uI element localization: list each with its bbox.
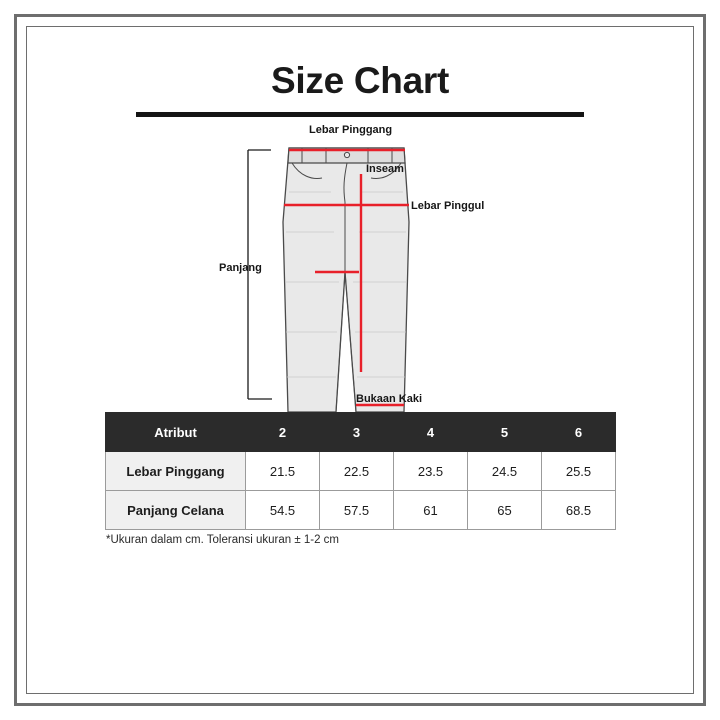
cell-length-6: 68.5 xyxy=(542,491,616,530)
cell-waist-4: 23.5 xyxy=(394,452,468,491)
header-size-6: 6 xyxy=(542,413,616,452)
size-table-body xyxy=(106,452,616,530)
title-divider xyxy=(136,112,584,117)
table-row xyxy=(106,452,616,491)
pants-measurement-diagram xyxy=(26,122,694,412)
row-label-waist: Lebar Pinggang xyxy=(106,452,246,491)
header-size-3: 3 xyxy=(320,413,394,452)
pants-shape xyxy=(283,148,409,412)
cell-length-2: 54.5 xyxy=(246,491,320,530)
table-row xyxy=(106,491,616,530)
header-size-2: 2 xyxy=(246,413,320,452)
length-bracket xyxy=(248,150,272,399)
label-length: Panjang xyxy=(219,262,262,274)
size-table-container xyxy=(105,412,615,530)
size-table xyxy=(105,412,616,530)
content-area xyxy=(26,26,694,694)
label-hip-width: Lebar Pinggul xyxy=(411,200,485,212)
label-waist-width: Lebar Pinggang xyxy=(309,124,393,136)
cell-waist-6: 25.5 xyxy=(542,452,616,491)
header-size-5: 5 xyxy=(468,413,542,452)
cell-waist-2: 21.5 xyxy=(246,452,320,491)
measurement-note: *Ukuran dalam cm. Toleransi ukuran ± 1-2 cm xyxy=(106,534,339,546)
cell-length-3: 57.5 xyxy=(320,491,394,530)
table-header-row xyxy=(106,413,616,452)
pants-illustration-svg xyxy=(26,122,694,412)
header-attribute: Atribut xyxy=(106,413,246,452)
cell-length-5: 65 xyxy=(468,491,542,530)
cell-waist-5: 24.5 xyxy=(468,452,542,491)
row-label-length: Panjang Celana xyxy=(106,491,246,530)
size-table-head xyxy=(106,413,616,452)
label-foot-opening: Bukaan Kaki xyxy=(356,393,423,405)
cell-waist-3: 22.5 xyxy=(320,452,394,491)
label-inseam: Inseam xyxy=(366,163,404,175)
page-title: Size Chart xyxy=(271,60,449,101)
cell-length-4: 61 xyxy=(394,491,468,530)
header-size-4: 4 xyxy=(394,413,468,452)
